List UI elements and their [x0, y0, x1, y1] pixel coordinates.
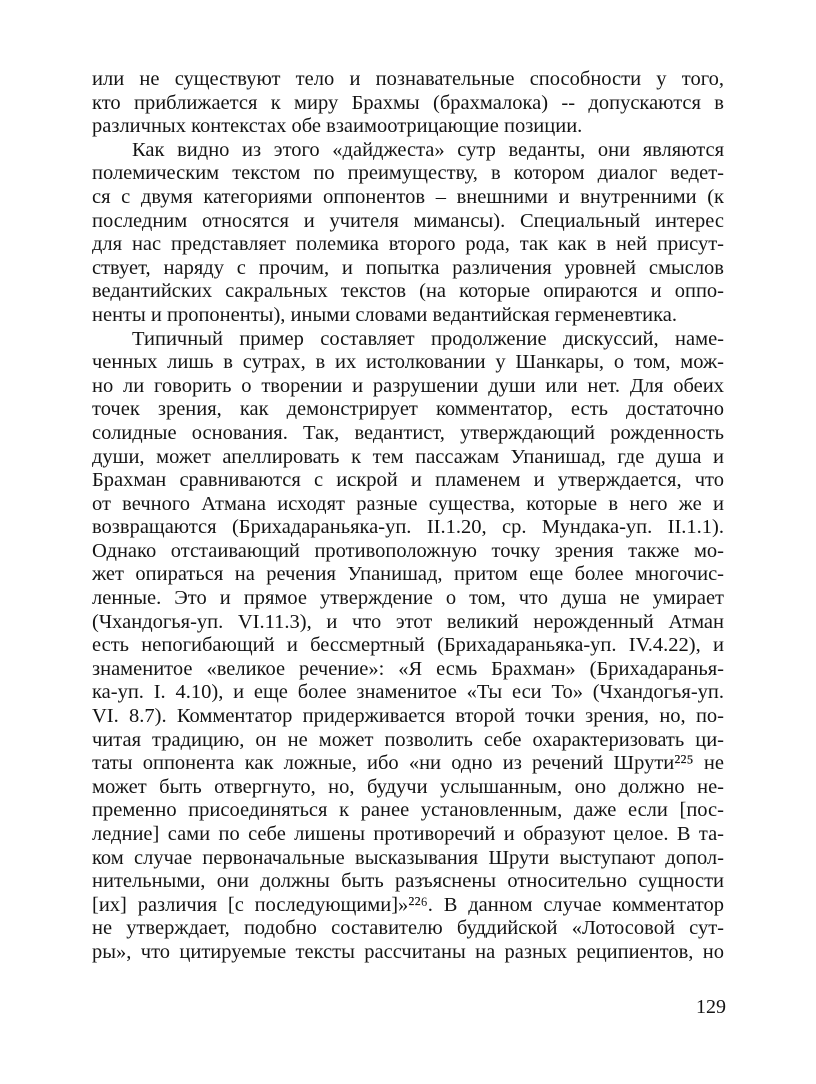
text-line: читая традицию, он не может позволить себе охарактеризовать ци- — [92, 728, 724, 751]
text-line: ся с двумя категориями оппонентов – внешними и внутренними (к — [92, 185, 724, 208]
text-line: нительными, они должны быть разъяснены относительно сущности — [92, 870, 724, 893]
text-line: для нас представляет полемика второго рода, так как в ней присут- — [92, 233, 724, 256]
text-line: последним относятся и учителя мимансы). Специальный интерес — [92, 209, 724, 232]
text-line: не утверждает, подобно составителю буддийской «Лотосовой сут- — [92, 917, 724, 940]
text-line: пременно присоединяться к ранее установленным, даже если [пос- — [92, 799, 724, 822]
text-line: ненты и пропоненты), иными словами ведантийская герменевтика. — [92, 303, 677, 326]
text-line: точек зрения, как демонстрирует комментатор, есть достаточно — [92, 398, 724, 421]
text-line: души, может апеллировать к тем пассажам Упанишад, где душа и — [92, 445, 724, 468]
text-line: Типичный пример составляет продолжение дискуссий, наме- — [132, 327, 724, 350]
text-line: ствует, наряду с прочим, и попытка различения уровней смыслов — [92, 256, 724, 279]
text-line: ленные. Это и прямое утверждение о том, что душа не умирает — [92, 587, 724, 610]
text-line: кто приближается к миру Брахмы (брахмалока) -- допускаются в — [92, 91, 724, 114]
page-number: 129 — [696, 996, 726, 1018]
text-line: знаменитое «великое речение»: «Я есмь Брахман» (Брихадаранья- — [92, 657, 724, 680]
text-line: таты оппонента как ложные, ибо «ни одно из речений Шрути²²⁵ не — [92, 752, 724, 775]
text-line: жет опираться на речения Упанишад, притом еще более многочис- — [92, 563, 724, 586]
text-line: но ли говорить о творении и разрушении души или нет. Для обеих — [92, 374, 724, 397]
text-line: Брахман сравниваются с искрой и пламенем и утверждается, что — [92, 469, 724, 492]
text-line: может быть отвергнуто, но, будучи услышанным, оно должно не- — [92, 775, 724, 798]
paragraph-2 — [92, 139, 724, 210]
text-line: VI. 8.7). Комментатор придерживается второй точки зрения, но, по- — [92, 705, 724, 728]
text-line: полемическим текстом по преимуществу, в котором диалог ведет- — [92, 162, 724, 185]
page-body — [92, 68, 724, 965]
text-line: ка-уп. I. 4.10), и еще более знаменитое «Ты еси То» (Чхандогья-уп. — [92, 681, 724, 704]
text-line: солидные основания. Так, ведантист, утверждающий рожденность — [92, 421, 724, 444]
text-line: Как видно из этого «дайджеста» сутр веданты, они являются — [132, 138, 724, 161]
paragraph-1 — [92, 68, 724, 139]
text-line: ледние] сами по себе лишены противоречий и образуют целое. В та- — [92, 823, 724, 845]
text-line: от вечного Атмана исходят разные существа, которые в него же и — [92, 492, 724, 515]
text-line: ры», что цитируемые тексты рассчитаны на разных реципиентов, но — [92, 940, 724, 963]
paragraph-3 — [92, 328, 724, 965]
text-line: возвращаются (Брихадараньяка-уп. II.1.20, ср. Мундака-уп. II.1.1). — [92, 516, 724, 539]
text-line: различных контекстах обе взаимоотрицающие позиции. — [92, 115, 583, 138]
text-line: или не существуют тело и познавательные способности у того, — [92, 68, 724, 90]
text-line: ведантийских сакральных текстов (на которые опираются и оппо- — [92, 280, 724, 303]
paragraph-2-continued — [92, 210, 724, 328]
text-line: ком случае первоначальные высказывания Шрути выступают допол- — [92, 846, 724, 869]
text-line: [их] различия [с последующими]»²²⁶. В данном случае комментатор — [92, 893, 724, 916]
text-line: есть непогибающий и бессмертный (Брихадараньяка-уп. IV.4.22), и — [92, 634, 724, 657]
text-line: (Чхандогья-уп. VI.11.3), и что этот великий нерожденный Атман — [92, 610, 724, 633]
text-line: Однако отстаивающий противоположную точку зрения также мо- — [92, 539, 724, 562]
text-line: ченных лишь в сутрах, в их истолковании у Шанкары, о том, мож- — [92, 351, 724, 374]
